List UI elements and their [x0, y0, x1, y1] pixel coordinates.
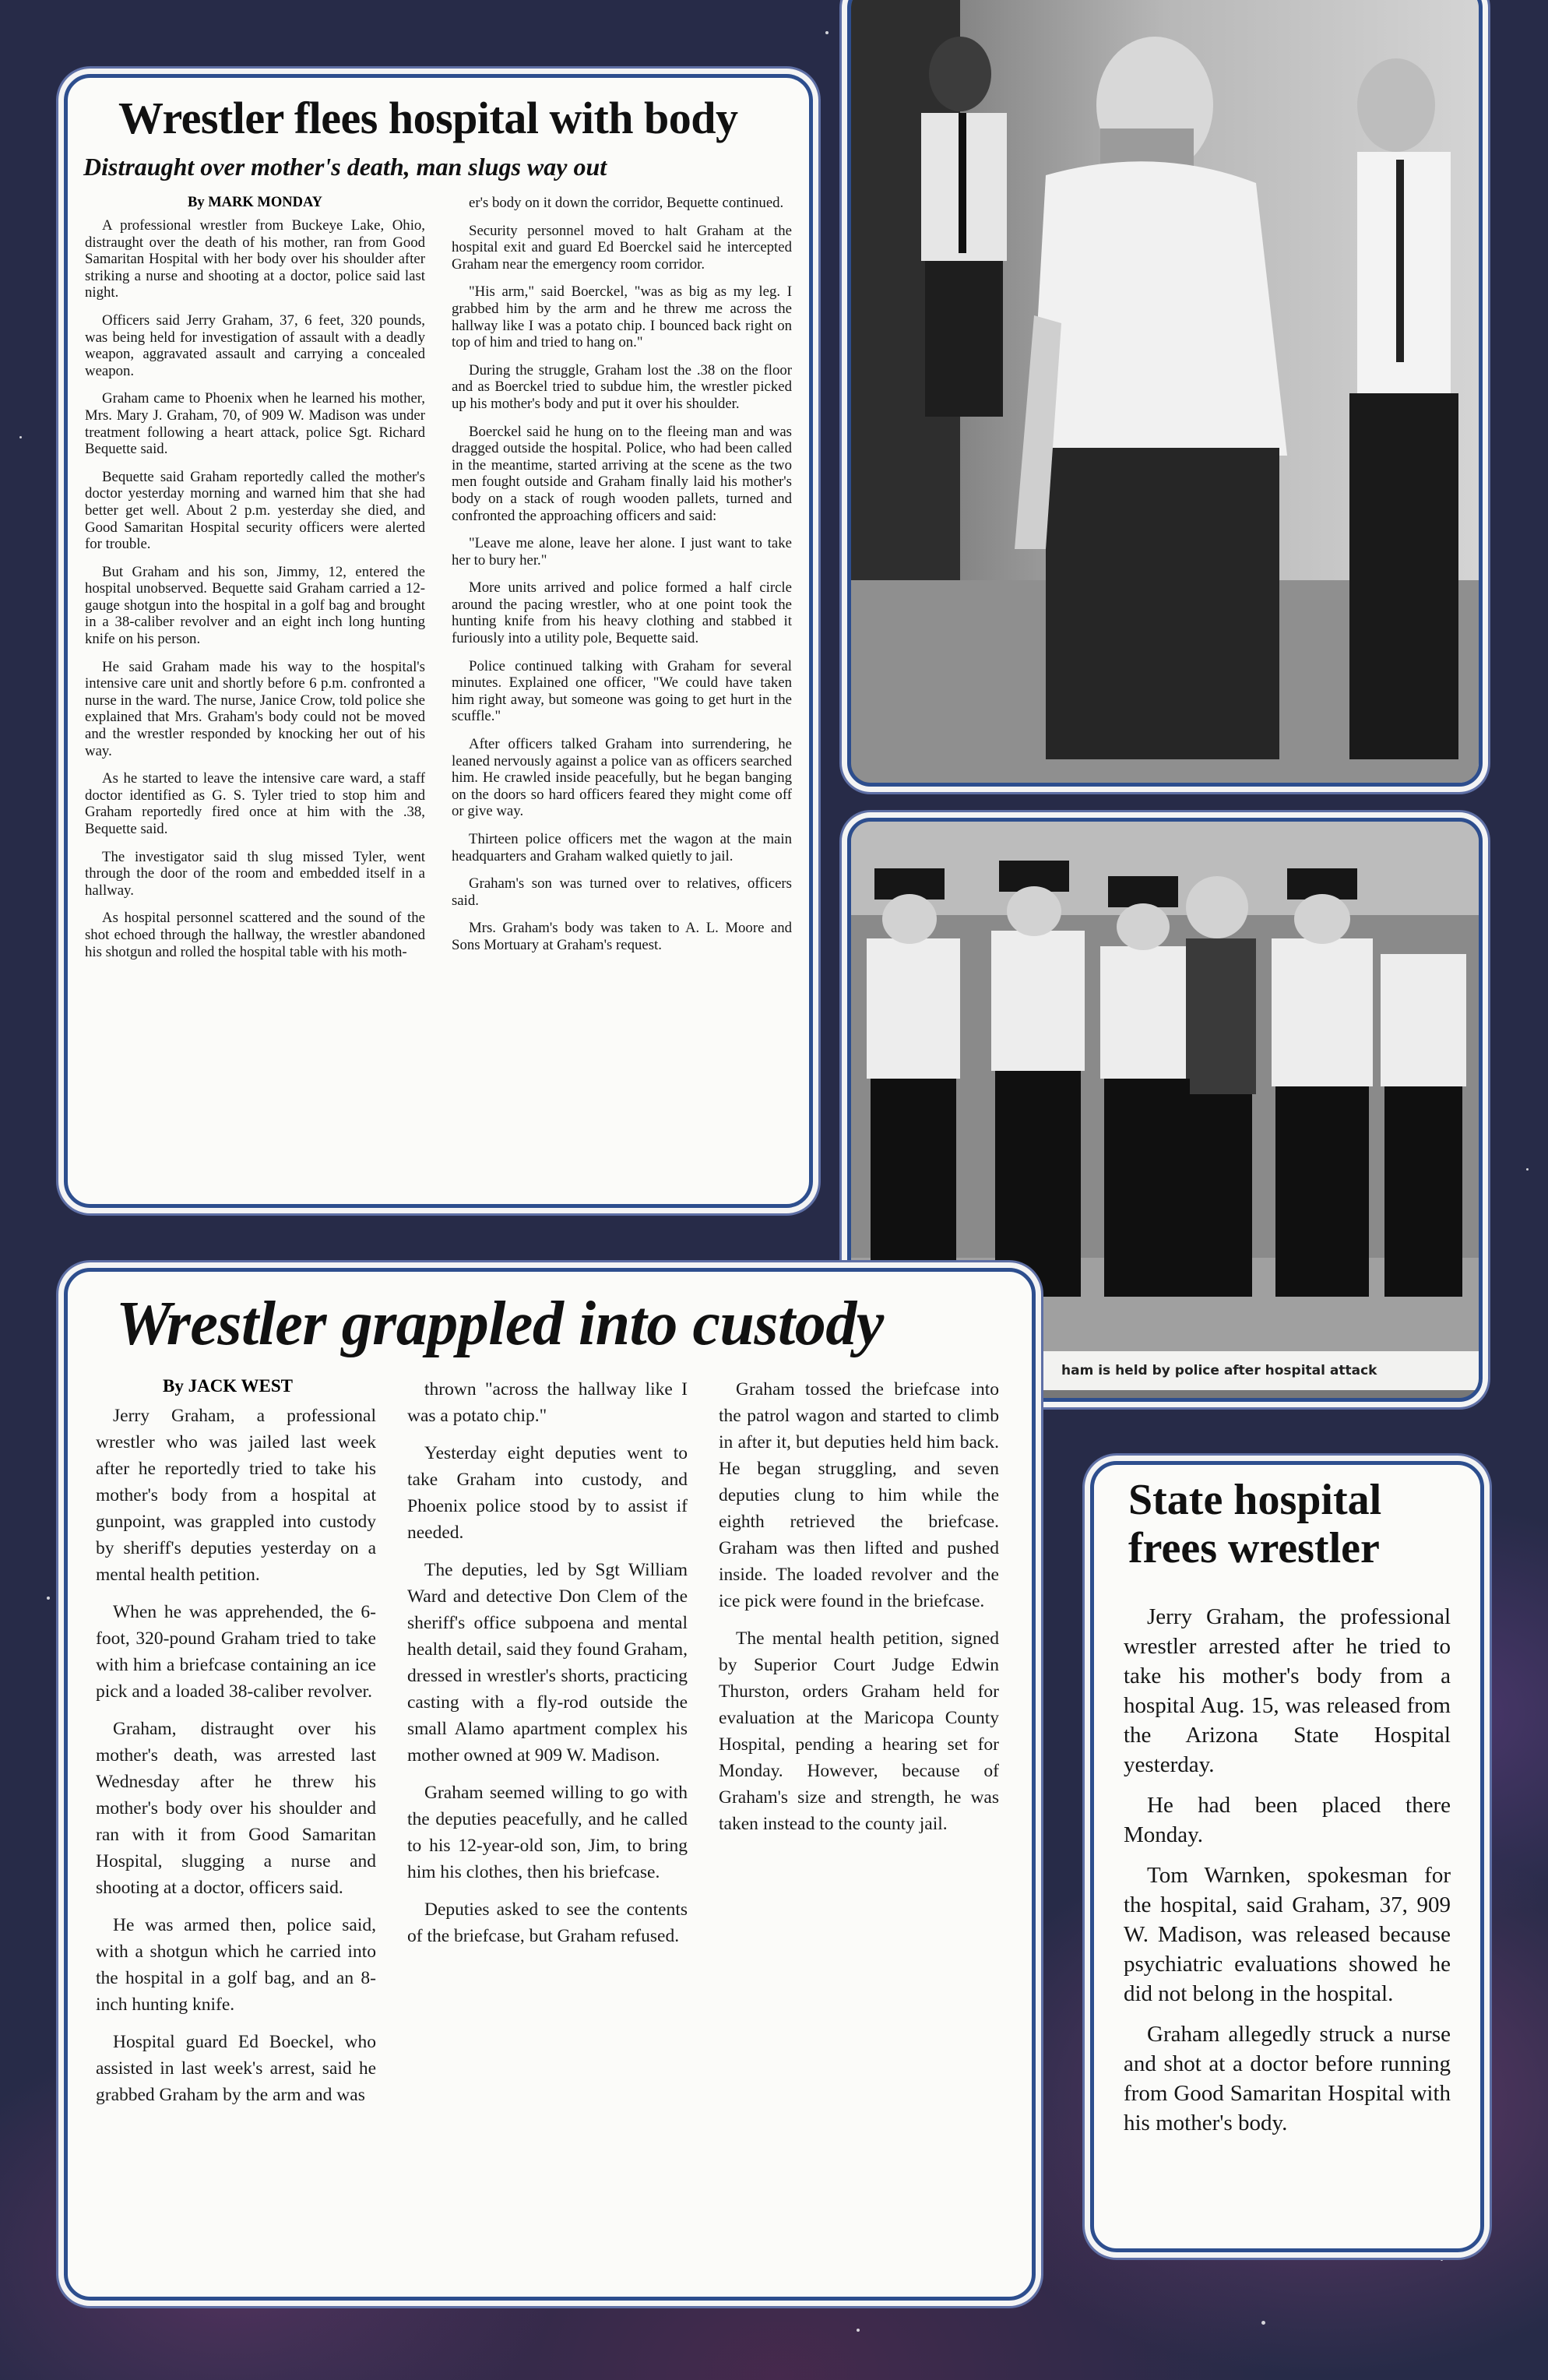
paragraph: Graham seemed willing to go with the deputies peacefully, and he called to his 12-year-old son, Jim, to bring him his clothes, then his briefcase. [407, 1783, 688, 1882]
headline-line-1: State hospital [1128, 1476, 1382, 1524]
paragraph: Mrs. Graham's body was taken to A. L. Moore and Sons Mortuary at Graham's request. [452, 920, 792, 953]
headline [1128, 1476, 1381, 1572]
paragraph: thrown "across the hallway like I was a potato chip." [407, 1379, 688, 1426]
paragraph: A professional wrestler from Buckeye Lake, Ohio, distraught over the death of his mother, ran from Good Samaritan Hospital with her body over his shoulder after striking a nurse and shooting at a doctor, police said last night. [85, 217, 425, 301]
paragraph: As he started to leave the intensive care ward, a staff doctor identified as G. S. Tyler tried to stop him and Graham reportedly fired once at him with the .38, Bequette said. [85, 770, 425, 837]
paragraph: Tom Warnken, spokesman for the hospital, said Graham, 37, 909 W. Madison, was released because psychiatric evaluations showed he did not belong in the hospital. [1124, 1863, 1451, 2006]
article-panel-state-hospital [1090, 1461, 1484, 2252]
paragraph: Graham tossed the briefcase into the patrol wagon and started to climb in after it, but deputies held him back. He began struggling, and seven deputies clung to him while the eighth retrieved the briefcase. Graham was then lifted and pushed inside. The loaded revolver and the ice pick were found in the briefcase. [719, 1379, 999, 1611]
photo-image [851, 0, 1479, 783]
paragraph: Officers said Jerry Graham, 37, 6 feet, 320 pounds, was being held for investigation of assault with a deadly weapon, aggravated assault and carrying a concealed weapon. [85, 312, 425, 379]
paragraph: He was armed then, police said, with a shotgun which he carried into the hospital in a golf bag, and an 8-inch hunting knife. [96, 1915, 376, 2015]
star-dot [1261, 2321, 1265, 2325]
paragraph: As hospital personnel scattered and the sound of the shot echoed through the hallway, the wrestler abandoned his shotgun and rolled the hospital table with his moth- [85, 910, 425, 960]
paragraph: Graham allegedly struck a nurse and shot at a doctor before running from Good Samaritan Hospital with his mother's body. [1124, 2022, 1451, 2135]
paragraph: After officers talked Graham into surrendering, he leaned nervously against a police van as officers searched him. He crawled inside peacefully, but he began banging on the doors so hard officers feared they might come off or give way. [452, 736, 792, 820]
paragraph: Graham, distraught over his mother's death, was arrested last Wednesday after he threw his mother's body over his shoulder and ran with it from Good Samaritan Hospital, slugging a nurse and shooting at a doctor, officers said. [96, 1719, 376, 1898]
article-column-1 [96, 1376, 376, 2119]
star-dot [47, 1597, 50, 1600]
paragraph: He had been placed there Monday. [1124, 1793, 1451, 1847]
star-dot [857, 2329, 860, 2332]
paragraph: "His arm," said Boerckel, "was as big as my leg. I grabbed him by the arm and he threw me across the hallway like I was a potato chip. I bounced back right on top of him and tried to hang on." [452, 283, 792, 351]
article-body [1124, 1602, 1451, 2149]
paragraph: Yesterday eight deputies went to take Graham into custody, and Phoenix police stood by to assist if needed. [407, 1443, 688, 1543]
photo-caption: ham is held by police after hospital attack [851, 1351, 1479, 1390]
article-panel-grappled-into-custody [64, 1268, 1036, 2301]
paragraph: Boerckel said he hung on to the fleeing man and was dragged outside the hospital. Police, who had been called in the meantime, started arriving at the scene as the two men fought outside and Graham finally laid his mother's body on a stack of rough wooden pallets, turned and confronted the approaching officers and said: [452, 423, 792, 524]
paragraph: But Graham and his son, Jimmy, 12, entered the hospital unobserved. Bequette said Graham carried a 12-gauge shotgun into the hospital in a golf bag and brought in a 38-caliber revolver and an eight inch long hunting knife on his person. [85, 563, 425, 648]
star-dot [1441, 2259, 1443, 2261]
star-dot [1082, 1994, 1087, 1998]
headline: Wrestler grappled into custody [116, 1290, 884, 1358]
paragraph: Police continued talking with Graham for several minutes. Explained one officer, "We could have taken him right away, but someone was going to get hurt in the scuffle." [452, 657, 792, 725]
paragraph: The investigator said th slug missed Tyler, went through the door of the room and embedded itself in a hallway. [85, 848, 425, 899]
article-panel-wrestler-flees [64, 74, 813, 1208]
paragraph: Jerry Graham, a professional wrestler who was jailed last week after he reportedly tried to take his mother's body from a hospital at gunpoint, was grappled into custody by sheriff's deputies yesterday on a mental health petition. [96, 1406, 376, 1585]
star-dot [825, 31, 829, 34]
article-column-1 [85, 195, 425, 971]
article-columns [96, 1376, 999, 2119]
paragraph: He said Graham made his way to the hospital's intensive care unit and shortly before 6 p.m. confronted a nurse in the ward. The nurse, Janice Crow, told police she explained that Mrs. Graham's body could not be moved and the wrestler responded by knocking her out of his way. [85, 658, 425, 759]
paragraph: Jerry Graham, the professional wrestler arrested after he tried to take his mother's body from a hospital Aug. 15, was released from the Arizona State Hospital yesterday. [1124, 1604, 1451, 1777]
paragraph: The mental health petition, signed by Superior Court Judge Edwin Thurston, orders Graham held for evaluation at the Maricopa County Hospital, pending a hearing set for Monday. However, because of Graham's size and strength, he was taken instead to the county jail. [719, 1628, 999, 1834]
paragraph: er's body on it down the corridor, Bequette continued. [469, 195, 784, 211]
byline: By JACK WEST [163, 1376, 294, 1396]
paragraph: Thirteen police officers met the wagon at the main headquarters and Graham walked quietly to jail. [452, 831, 792, 864]
paragraph: The deputies, led by Sgt William Ward and detective Don Clem of the sheriff's office subpoena and mental health detail, said they found Graham, dressed in wrestler's shorts, practicing casting with a fly-rod outside the small Alamo apartment complex his mother owned at 909 W. Madison. [407, 1560, 688, 1766]
star-dot [1526, 1168, 1529, 1171]
paragraph: Bequette said Graham reportedly called the mother's doctor yesterday morning and warned him that she had better get well. About 2 p.m. yesterday she died, and Good Samaritan Hospital security officers were alerted for trouble. [85, 468, 425, 553]
star-dot [19, 436, 22, 438]
paragraph: More units arrived and police formed a half circle around the pacing wrestler, who at one point took the hunting knife from his heavy clothing and stabbed it furiously into a utility pole, Bequette said. [452, 579, 792, 647]
paragraph: Hospital guard Ed Boeckel, who assisted in last week's arrest, said he grabbed Graham by the arm and was [96, 2032, 376, 2105]
paragraph: "Leave me alone, leave her alone. I just want to take her to bury her." [452, 535, 792, 569]
paragraph: Graham came to Phoenix when he learned his mother, Mrs. Mary J. Graham, 70, of 909 W. Madison was under treatment following a heart attack, police Sgt. Richard Bequette said. [85, 390, 425, 458]
headline: Wrestler flees hospital with body [118, 93, 738, 143]
article-column-2 [407, 1376, 688, 2119]
article-columns [85, 195, 792, 971]
subhead: Distraught over mother's death, man slugs way out [83, 153, 607, 181]
article-column-2 [452, 195, 792, 971]
paragraph: During the struggle, Graham lost the .38 on the floor and as Boerckel tried to subdue him, the wrestler picked up his mother's body and put it over his shoulder. [452, 361, 792, 412]
headline-line-2: frees wrestler [1128, 1524, 1380, 1572]
paragraph: Graham's son was turned over to relatives, officers said. [452, 875, 792, 909]
paragraph: When he was apprehended, the 6-foot, 320-pound Graham tried to take with him a briefcase containing an ice pick and a loaded 38-caliber revolver. [96, 1602, 376, 1702]
photo-wrestler-escorted [847, 0, 1483, 787]
paragraph: Deputies asked to see the contents of the briefcase, but Graham refused. [407, 1899, 688, 1946]
article-column-3 [719, 1376, 999, 2119]
paragraph: Security personnel moved to halt Graham at the hospital exit and guard Ed Boerckel said he intercepted Graham near the emergency room corridor. [452, 222, 792, 273]
byline: By MARK MONDAY [187, 195, 322, 210]
star-dot [1106, 787, 1110, 790]
